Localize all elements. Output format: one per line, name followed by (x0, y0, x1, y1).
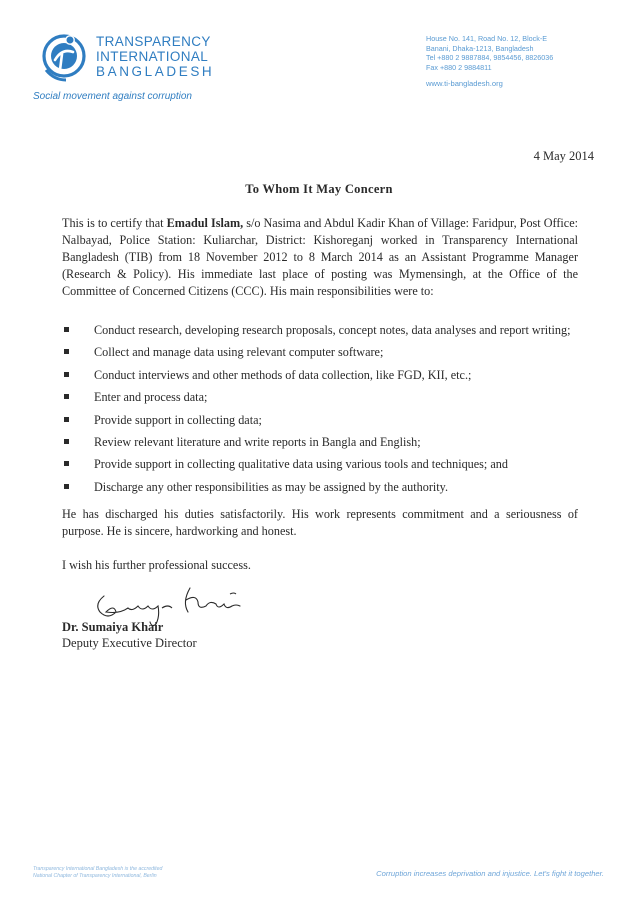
list-item (62, 344, 578, 361)
bullet-icon (64, 461, 69, 466)
footer-slogan: Corruption increases deprivation and injustice. Let's fight it together. (376, 869, 604, 878)
accreditation-line: Transparency International Bangladesh is the accredited (33, 866, 163, 872)
list-item-text: Conduct interviews and other methods of data collection, like FGD, KII, etc.; (94, 367, 472, 382)
bullet-icon (64, 484, 69, 489)
list-item (62, 456, 578, 473)
organization-name (96, 34, 214, 79)
bullet-icon (64, 349, 69, 354)
list-item-text: Conduct research, developing research proposals, concept notes, data analyses and report writing; (94, 323, 571, 337)
bullet-icon (64, 327, 69, 332)
org-name-line-2: INTERNATIONAL (96, 49, 209, 64)
tagline: Social movement against corruption (33, 91, 192, 102)
fax-line: Fax +880 2 9884811 (426, 62, 492, 72)
address-line: House No. 141, Road No. 12, Block-E (426, 34, 548, 43)
org-name-line-1: TRANSPARENCY (96, 34, 211, 49)
closing-paragraph: I wish his further professional success. (62, 558, 251, 572)
letter-date: 4 May 2014 (533, 149, 594, 163)
address-line: Banani, Dhaka-1213, Bangladesh (426, 43, 534, 53)
accreditation-line: National Chapter of Transparency International, Berlin (33, 873, 157, 879)
ti-logo-icon (40, 30, 90, 86)
list-item-text: Provide support in collecting qualitative data using various tools and techniques; and (94, 457, 508, 472)
list-item (62, 389, 578, 406)
bullet-icon (64, 439, 69, 444)
accreditation-note (33, 866, 162, 880)
list-item-text: Discharge any other responsibilities as may be assigned by the authority. (94, 479, 449, 494)
list-item-text: Review relevant literature and write reports in Bangla and English; (94, 434, 421, 449)
signer-name: Dr. Sumaiya Khair (62, 620, 164, 634)
conduct-paragraph: He has discharged his duties satisfactorily. His work represents commitment and a seriousness of purpose. He is sincere, hardworking and honest. (62, 507, 578, 538)
list-item (62, 322, 578, 339)
responsibilities-list (62, 322, 578, 501)
website-text: www.ti-bangladesh.org (426, 79, 503, 88)
bullet-icon (64, 417, 69, 422)
list-item-text: Provide support in collecting data; (94, 412, 262, 427)
intro-text-rest: s/o Nasima and Abdul Kadir Khan of Village: Faridpur, Post Office: Nalbayad, Police Station: Kuliarchar, District: Kishoreganj worked in Transparency International Bangladesh (TIB) from 18 November 2012 to 8 March 2014 as an Assistant Programme Manager (Research & Policy). His immediate last place of posting was Mymensingh, at the Office of the Committee of Concerned Citizens (CCC). His main responsibilities were to: (62, 216, 579, 298)
employee-name: Emadul Islam, (166, 216, 244, 230)
contact-block (426, 34, 553, 89)
letter-subject: To Whom It May Concern (245, 182, 393, 196)
list-item (62, 367, 578, 384)
list-item-text: Enter and process data; (94, 390, 208, 405)
intro-text-start: This is to certify that (62, 216, 167, 230)
telephone-line: Tel +880 2 9887884, 9854456, 8826036 (426, 53, 554, 62)
list-item (62, 479, 578, 496)
org-name-line-3: BANGLADESH (96, 64, 215, 79)
list-item (62, 434, 578, 451)
signer-title: Deputy Executive Director (62, 636, 197, 650)
bullet-icon (64, 372, 69, 377)
bullet-icon (64, 394, 69, 399)
list-item-text: Collect and manage data using relevant computer software; (94, 345, 384, 360)
intro-paragraph (62, 215, 578, 300)
list-item (62, 412, 578, 429)
